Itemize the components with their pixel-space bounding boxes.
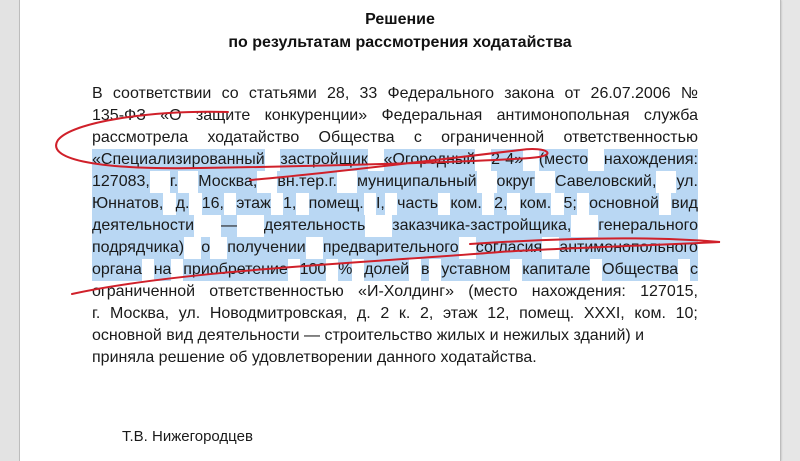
body-line-9-text-word: долей — [364, 259, 409, 281]
body-line-11-text-word: XXXI, — [583, 305, 625, 322]
body-line-10-text-word: (место — [468, 283, 518, 300]
body-line-2-text-word: конкуренции» — [264, 107, 368, 124]
body-line-5-text-word: Савеловский, — [555, 171, 656, 193]
body-line-7-text-word: — — [221, 215, 237, 237]
body-line-1-text-word: № — [680, 85, 698, 102]
body-line-5-text-word: ул. — [676, 171, 697, 193]
body-line-8-text-word: получении — [227, 237, 306, 259]
body-line-1-text-word: В — [92, 85, 103, 102]
body-line-11-text-word: ком. — [634, 305, 666, 322]
body-line-6-text-word: д. — [176, 193, 190, 215]
body-line-1-text-word: 26.07.2006 — [590, 85, 671, 102]
body-line-11-text-word: помещ. — [519, 305, 575, 322]
body-line-10-text-word: «И-Холдинг» — [358, 283, 454, 300]
body-line-6-text-word: 16, — [202, 193, 224, 215]
body-line-2-text-word: 135-ФЗ — [92, 107, 146, 124]
body-line-8-text-word: согласия — [476, 237, 542, 259]
body-line-2 — [92, 105, 698, 127]
body-line-11-text-word: Новодмитровская, — [209, 305, 348, 322]
body-line-3-text-word: с — [413, 129, 422, 146]
body-line-4-text-word: 2-4» — [491, 149, 523, 171]
body-line-6-text-word: 5; — [564, 193, 577, 215]
body-line-9 — [92, 259, 698, 281]
body-line-4-text-word: нахождения: — [604, 149, 698, 171]
body-line-6 — [92, 193, 698, 215]
body-line-6-text-word: основной — [589, 193, 659, 215]
body-line-7-text-word: деятельность — [264, 215, 365, 237]
body-line-2-text-word: «О — [160, 107, 182, 124]
body-line-2-text-word: Федеральная — [381, 107, 483, 124]
body-line-11-text-word: 2, — [419, 305, 434, 322]
body-line-4-text-word: «Специализированный — [92, 149, 265, 171]
body-line-6-text-word: помещ. — [309, 193, 364, 215]
body-line-6-text-word: этаж — [236, 193, 271, 215]
body-line-7-text-word: деятельности — [92, 215, 194, 237]
body-line-5-text-word: 127083, — [92, 171, 150, 193]
body-line-8-text-word: антимонопольного — [559, 237, 698, 259]
body-line-1 — [92, 83, 698, 105]
body-line-8 — [92, 237, 698, 259]
body-line-1-text-word: соответствии — [112, 85, 212, 102]
body-line-6-text-word: часть — [397, 193, 438, 215]
body-line-11-text-word: к. — [398, 305, 411, 322]
body-line-5-text-word: муниципальный — [357, 171, 477, 193]
document-subtitle: по результатам рассмотрения ходатайства — [228, 34, 572, 51]
document-title: Решение — [365, 11, 435, 28]
body-line-9-text-word: органа — [92, 259, 142, 281]
body-line-3 — [92, 127, 698, 149]
body-line-13 — [92, 347, 698, 369]
body-line-11 — [92, 303, 698, 325]
body-line-6-text-word: ком. — [450, 193, 482, 215]
body-line-5-text-word: вн.тер.г. — [277, 171, 337, 193]
body-line-1-text-word: статьями — [248, 85, 317, 102]
body-line-1-text-word: со — [221, 85, 239, 102]
body-line-2-text-word: служба — [643, 107, 698, 124]
body-line-11-text-word: Москва, — [109, 305, 170, 322]
body-line-9-text-word: капитале — [522, 259, 590, 281]
body-line-6-text-word: 2, — [494, 193, 507, 215]
body-line-9-text-word: 100 — [300, 259, 327, 281]
body-line-7 — [92, 215, 698, 237]
body-line-1-text-word: закона — [504, 85, 555, 102]
body-line-3-text-word: Общества — [318, 129, 395, 146]
body-line-2-text-word: антимонопольная — [496, 107, 630, 124]
body-line-5-text-word: Москва, — [198, 171, 257, 193]
body-line-9-text-word: % — [338, 259, 352, 281]
body-line-11-text-word: 10; — [675, 305, 698, 322]
body-line-6-text-word: I, — [376, 193, 385, 215]
body-line-9-text-word: приобретение — [183, 259, 288, 281]
body-line-4-text-word: «Огородный — [384, 149, 476, 171]
body-line-10-text-word: нахождения: — [531, 283, 626, 300]
body-line-11-text-word: 2 — [380, 305, 390, 322]
body-line-7-text-word: заказчика-застройщика, — [392, 215, 571, 237]
body-line-6-text-word: вид — [671, 193, 698, 215]
body-line-9-text-word: уставном — [441, 259, 510, 281]
document-page — [20, 0, 780, 461]
body-line-3-text-word: ответственностью — [563, 129, 698, 146]
body-line-6-text-word: Юннатов, — [92, 193, 163, 215]
body-line-1-text-word: от — [564, 85, 581, 102]
body-line-5-text-word: округ — [497, 171, 535, 193]
body-line-10 — [92, 281, 698, 303]
body-line-4-text-word: (место — [539, 149, 588, 171]
body-line-8-text-word: о — [201, 237, 210, 259]
body-line-6-text-word: ком. — [520, 193, 552, 215]
body-line-11-text-word: д. — [356, 305, 371, 322]
body-line-5 — [92, 171, 698, 193]
body-line-1-text-word: Федерального — [387, 85, 495, 102]
body-line-4-text-word: застройщик — [280, 149, 367, 171]
body-line-1-text-word: 33 — [359, 85, 378, 102]
body-line-13-text: приняла решение об удовлетворении данного ходатайства. — [92, 349, 537, 366]
body-line-9-text-word: в — [421, 259, 430, 281]
signature: Т.В. Нижегородцев — [122, 428, 253, 445]
viewer-right-gutter — [780, 0, 800, 461]
body-line-9-text-word: с — [690, 259, 698, 281]
body-line-3-text-word: рассмотрела — [92, 129, 189, 146]
body-line-10-text-word: ответственностью — [209, 283, 344, 300]
body-line-2-text-word: защите — [195, 107, 251, 124]
body-line-10-text-word: ограниченной — [92, 283, 196, 300]
body-line-9-text-word: Общества — [602, 259, 678, 281]
body-line-12-text: основной вид деятельности — строительство жилых и нежилых зданий) и — [92, 327, 645, 344]
viewer-left-gutter — [0, 0, 20, 461]
body-line-4 — [92, 149, 698, 171]
body-line-7-text-word: генерального — [598, 215, 698, 237]
body-line-6-text-word: 1, — [283, 193, 296, 215]
body-line-9-text-word: на — [154, 259, 172, 281]
body-line-3-text-word: ограниченной — [441, 129, 545, 146]
body-line-11-text-word: этаж — [442, 305, 478, 322]
body-line-3-text-word: ходатайство — [207, 129, 300, 146]
body-line-10-text-word: 127015, — [640, 283, 698, 300]
body-line-11-text-word: 12, — [487, 305, 510, 322]
body-line-11-text-word: ул. — [178, 305, 201, 322]
body-line-8-text-word: предварительного — [323, 237, 459, 259]
body-line-1-text-word: 28, — [327, 85, 350, 102]
body-line-11-text-word: г. — [92, 305, 101, 322]
body-line-12 — [92, 325, 698, 347]
body-line-8-text-word: подрядчика) — [92, 237, 184, 259]
body-line-5-text-word: г. — [170, 171, 178, 193]
